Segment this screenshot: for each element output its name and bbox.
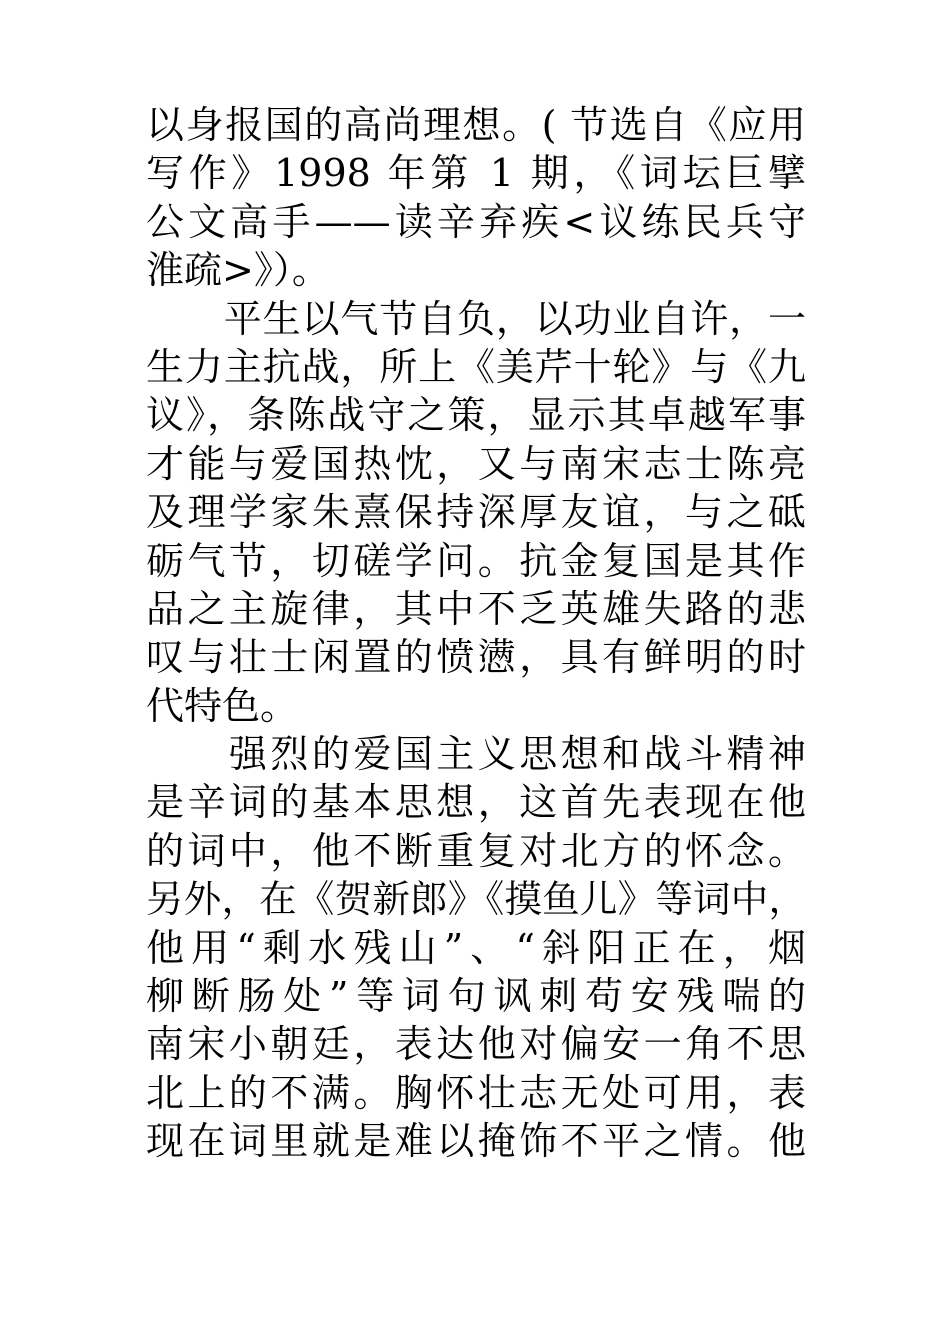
text-line: 柳断肠处”等词句讽刺苟安残喘的	[146, 974, 806, 1019]
body-text	[146, 101, 806, 1166]
text-line: 品之主旋律，其中不乏英雄失路的悲	[146, 586, 806, 631]
text-line: 议》，条陈战守之策，显示其卓越军事	[146, 393, 806, 438]
text-line: 代特色。	[146, 683, 299, 728]
text-line: 以身报国的高尚理想。( 节选自《应用	[146, 103, 806, 147]
text-line: 南宋小朝廷，表达他对偏安一角不思	[146, 1022, 806, 1067]
text-line: 及理学家朱熹保持深厚友谊，与之砥	[146, 490, 806, 535]
text-line: 砺气节，切磋学问。抗金复国是其作	[146, 538, 806, 583]
text-line: 叹与壮士闲置的愤懑，具有鲜明的时	[146, 635, 806, 680]
text-line: 才能与爱国热忱，又与南宋志士陈亮	[146, 441, 806, 486]
text-line: 他用“剩水残山”、“斜阳正在，烟	[146, 925, 806, 970]
text-line: 现在词里就是难以掩饰不平之情。他	[146, 1119, 806, 1164]
text-line: 是辛词的基本思想，这首先表现在他	[146, 780, 806, 825]
text-line: 淮疏>》）。	[146, 248, 330, 293]
text-line: 的词中，他不断重复对北方的怀念。	[146, 828, 806, 873]
text-line: 平生以气节自负，以功业自许，一	[146, 296, 806, 341]
text-line: 北上的不满。胸怀壮志无处可用，表	[146, 1070, 806, 1115]
text-line: 公文高手——读辛弃疾<议练民兵守	[146, 199, 806, 244]
text-line: 另外，在《贺新郎》《摸鱼儿》等词中，	[146, 877, 806, 922]
text-line: 生力主抗战，所上《美芹十轮》与《九	[146, 344, 806, 389]
text-line: 强烈的爱国主义思想和战斗精神	[146, 732, 806, 777]
text-line: 写作》1998 年第 1 期，《词坛巨擘	[146, 151, 806, 196]
